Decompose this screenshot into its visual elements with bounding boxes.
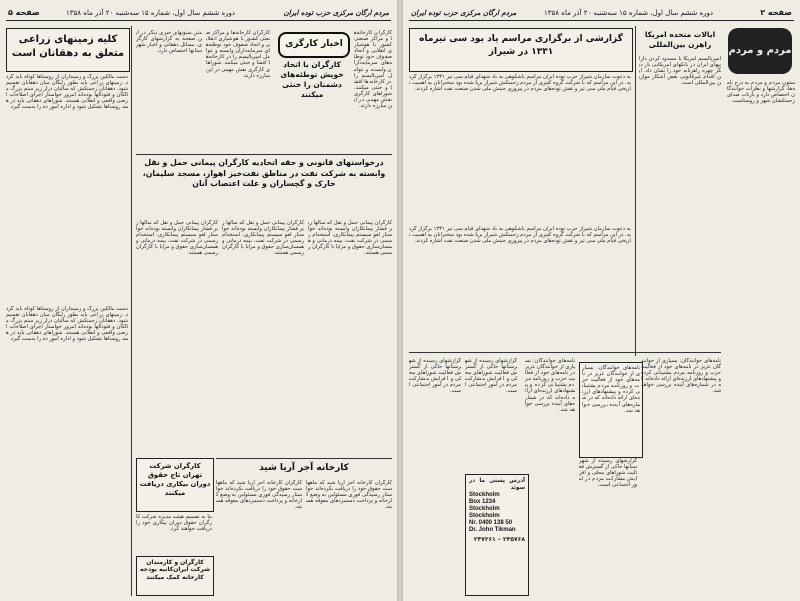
left-filler-col-1: متن ستونهای خبری دیگر در این صفحه به گزارشهای کارگری، مسائل دهقانی و اخبار شهرستانها اختصاص دارد. <box>136 30 202 55</box>
factory-body-col-2: کارگران کارخانه آجر آریا شید که ماههاست حقوق خود را دریافت نکرده‌اند خواستار رسیدگی فوری مسئولین به وضع کارخانه و پرداخت دستمزدهای معوقه هستند. <box>306 480 392 511</box>
contact-heading: آدرس پستی ما در سوئد <box>469 478 525 491</box>
letters-box-text: نامه‌های خوانندگان: بسیاری از خوانندگان عزیز در نامه‌های خود از فعالیت حزب و روزنامه مردم پشتیبانی کرده و پیشنهادهای ارزنده‌ای ارائه داده‌اند که در شماره‌های آینده بررسی خواهد شد. <box>582 365 640 414</box>
land-article-body-continued: دست مالکین بزرگ و زمینداران از روستاها کوتاه باید گردد. زمینهای زراعی باید بطور رایگان میان دهقانان تقسیم شود. دهقانان زحمتکش که سالیان دراز زیر ستم بزرگ مالکان و فئودالها بوده‌اند امروز خواستار اجرای اصلاحات ارضی واقعی و انقلابی هستند. شوراهای دهقانی باید در همه روستاها تشکیل شود و اداره امور ده را بدست گیرد. <box>6 306 128 343</box>
land-headline-box <box>6 28 130 72</box>
right-issue-line: دوره ششم سال اول، شماره ۱۵ سه‌شنبه ۲۰ آذر ماه ۱۳۵۸ <box>544 9 713 17</box>
demands-body-col-2: کارگران پیمانی حمل و نقل که سالها زیر فشار پیمانکاران وابسته بوده‌اند خواستار لغو سیستم پیمانکاری، استخدام رسمی در شرکت نفت، بیمه درمانی و همسان‌سازی حقوق و مزایا با کارگران رسمی هستند. <box>222 220 304 257</box>
tehran-taj-box <box>136 458 214 512</box>
bottom-col-1: گزارشهای رسیده از شهرستانها حاکی از گسترش فعالیت شوراهای محلی و افزایش مشارکت مردم در امور اجتماعی است. <box>409 358 461 395</box>
contact-phone: ۲۴۵۷۶۸ – ۲۴۷۲۶۱ <box>473 536 525 543</box>
left-issue-line: دوره ششم سال اول، شماره ۱۵ سه‌شنبه ۲۰ آذر ماه ۱۳۵۸ <box>66 9 235 17</box>
bottom-col-5: نامه‌های خوانندگان: بسیاری از خوانندگان عزیز در نامه‌های خود از فعالیت حزب و روزنامه مردم پشتیبانی کرده و پیشنهادهای ارزنده‌ای ارائه داده‌اند که در شماره‌های آینده بررسی خواهد شد. <box>641 358 721 395</box>
iran-kaniye-box <box>136 556 214 596</box>
demands-headline: درخواستهای قانونی و حقه اتحادیه کارگران پیمانی حمل و نقل وابسته به شرکت نفت در مناطق نفت‌خیز اهواز، مسجد سلیمان، خارک و گچساران و علت اعتصاب آنان <box>142 158 386 188</box>
tehran-taj-body: بنا به تصمیم هیئت مدیره شرکت کارگران حقوق دوران بیکاری خود را دریافت خواهند کرد. <box>136 514 212 533</box>
column-rule <box>131 26 132 596</box>
left-page <box>0 0 397 601</box>
tehran-taj-headline: کارگران شرکت تهران تاج حقوق دوران بیکاری دریافت میکنند <box>139 462 211 497</box>
usa-headline: ایالات متحده امریکا راهزن بین‌المللی <box>644 30 716 49</box>
factory-body-col-1: کارگران کارخانه آجر آریا شید که ماههاست حقوق خود را دریافت نکرده‌اند خواستار رسیدگی فوری مسئولین به وضع کارخانه و پرداخت دستمزدهای معوقه هستند. <box>216 480 302 511</box>
contact-line-2: Box 1234 <box>469 499 496 505</box>
right-running-header <box>409 6 794 21</box>
commemoration-body: به دعوت سازمان شیراز حزب توده ایران مراسم باشکوهی به یاد شهدای قیام سی تیر ۱۳۳۱ برگزار گردید. در این مراسم که با شرکت گروه کثیری از مردم زحمتکش شیراز برپا شده بود سخنرانان به اهمیت تاریخی قیام ملی سی تیر و نقش توده‌های مردم در پیروزی جنبش ملی شدن صنعت نفت اشاره کردند. <box>409 74 631 93</box>
column-rule-right <box>635 26 636 356</box>
demands-body-col-1: کارگران پیمانی حمل و نقل که سالها زیر فشار پیمانکاران وابسته بوده‌اند خواستار لغو سیستم پیمانکاری، استخدام رسمی در شرکت نفت، بیمه درمانی و همسان‌سازی حقوق و مزایا با کارگران رسمی هستند. <box>136 220 218 257</box>
contact-line-5: Dr. John Tikman <box>469 527 516 533</box>
left-running-header <box>6 6 391 21</box>
left-filler-col-2: کارگران کارخانه‌ها و مراکز صنعتی کشور با هوشیاری انقلابی و اتحاد صفوف خود توطئه‌های سرمایه‌داران وابسته و عوامل امپریالیسم را در کارخانه‌ها افشا و خنثی میکنند. شوراهای کارگری نقش مهمی در این مبارزه دارند. <box>206 30 270 79</box>
section-rule <box>136 154 392 155</box>
right-page <box>403 0 800 601</box>
factory-headline: کارخانه آجر آریا شید <box>259 463 349 473</box>
commemoration-headline-box <box>409 28 633 72</box>
land-article-body: دست مالکین بزرگ و زمینداران از روستاها کوتاه باید گردد. زمینهای زراعی باید بطور رایگان میان دهقانان تقسیم شود. دهقانان زحمتکش که سالیان دراز زیر ستم بزرگ مالکان و فئودالها بوده‌اند امروز خواستار اجرای اصلاحات ارضی واقعی و انقلابی هستند. شوراهای دهقانی باید در همه روستاها تشکیل شود و اداره امور ده را بدست گیرد. <box>6 74 128 111</box>
people-and-people-logo: مردم و مردم <box>728 28 792 74</box>
usa-body: امپریالیسم امریکا با مسدود کردن داراییهای ایران در بانکهای امریکایی بار دیگر چهره راهزنانه خود را نشان داد. این اقدام غیرقانونی نقض آشکار موازین بین‌المللی است. <box>639 56 721 87</box>
labor-news-banner: اخبار کارگری <box>278 32 350 58</box>
contact-box <box>465 474 529 596</box>
commemoration-headline: گزارشی از برگزاری مراسم یاد بود سی تیرماه ۱۳۳۱ در شیراز <box>419 34 623 57</box>
people-column-text: ستون مردم و مردم به درج نامه‌ها، گزارشها و نظرات خوانندگان اختصاص دارد و بازتاب صدای زحمتکشان شهر و روستاست. <box>727 80 795 105</box>
left-page-number: صفحه ۵ <box>8 8 40 17</box>
bottom-col-3: نامه‌های خوانندگان: بسیاری از خوانندگان عزیز در نامه‌های خود از فعالیت حزب و روزنامه مردم پشتیبانی کرده و پیشنهادهای ارزنده‌ای ارائه داده‌اند که در شماره‌های آینده بررسی خواهد شد. <box>525 358 575 413</box>
demands-body-col-3: کارگران پیمانی حمل و نقل که سالها زیر فشار پیمانکاران وابسته بوده‌اند خواستار لغو سیستم پیمانکاری، استخدام رسمی در شرکت نفت، بیمه درمانی و همسان‌سازی حقوق و مزایا با کارگران رسمی هستند. <box>308 220 392 257</box>
middle-rule <box>409 352 721 353</box>
bottom-col-4: گزارشهای رسیده از شهرستانها حاکی از گسترش فعالیت شوراهای محلی و افزایش مشارکت مردم در امور اجتماعی است. <box>579 458 637 489</box>
labor-news-headline: کارگران با اتحاد خویش توطئه‌های دشمنان را خنثی میکنند <box>280 60 344 99</box>
bottom-col-2: گزارشهای رسیده از شهرستانها حاکی از گسترش فعالیت شوراهای محلی و افزایش مشارکت مردم در امور اجتماعی است. <box>465 358 517 395</box>
right-page-number: صفحه ۲ <box>760 8 792 17</box>
iran-kaniye-headline: کارگران و کارمندان شرکت ایران‌کانیه بودجه کارخانه کمک میکنند <box>139 559 210 581</box>
contact-line-3: Stockholm Stockholm <box>469 506 500 519</box>
right-masthead: مردم ارگان مرکزی حزب توده ایران <box>411 9 517 17</box>
contact-line-4: Nr. 0400 138 50 <box>469 520 513 526</box>
factory-rule <box>216 458 392 459</box>
contact-line-1: Stockholm <box>469 492 500 498</box>
left-masthead: مردم ارگان مرکزی حزب توده ایران <box>283 9 389 17</box>
land-headline: کلیه زمینهای زراعی متعلق به دهقانان است <box>11 34 125 59</box>
letters-box <box>579 362 643 458</box>
labor-news-body: کارگران کارخانه‌ها و مراکز صنعتی کشور با هوشیاری انقلابی و اتحاد صفوف خود توطئه‌های سرمایه‌داران وابسته و عوامل امپریالیسم را در کارخانه‌ها افشا و خنثی میکنند. شوراهای کارگری نقش مهمی در این مبارزه دارند. <box>354 30 392 110</box>
commemoration-body-continued: به دعوت سازمان شیراز حزب توده ایران مراسم باشکوهی به یاد شهدای قیام سی تیر ۱۳۳۱ برگزار گردید. در این مراسم که با شرکت گروه کثیری از مردم زحمتکش شیراز برپا شده بود سخنرانان به اهمیت تاریخی قیام ملی سی تیر و نقش توده‌های مردم در پیروزی جنبش ملی شدن صنعت نفت اشاره کردند. <box>409 226 631 245</box>
